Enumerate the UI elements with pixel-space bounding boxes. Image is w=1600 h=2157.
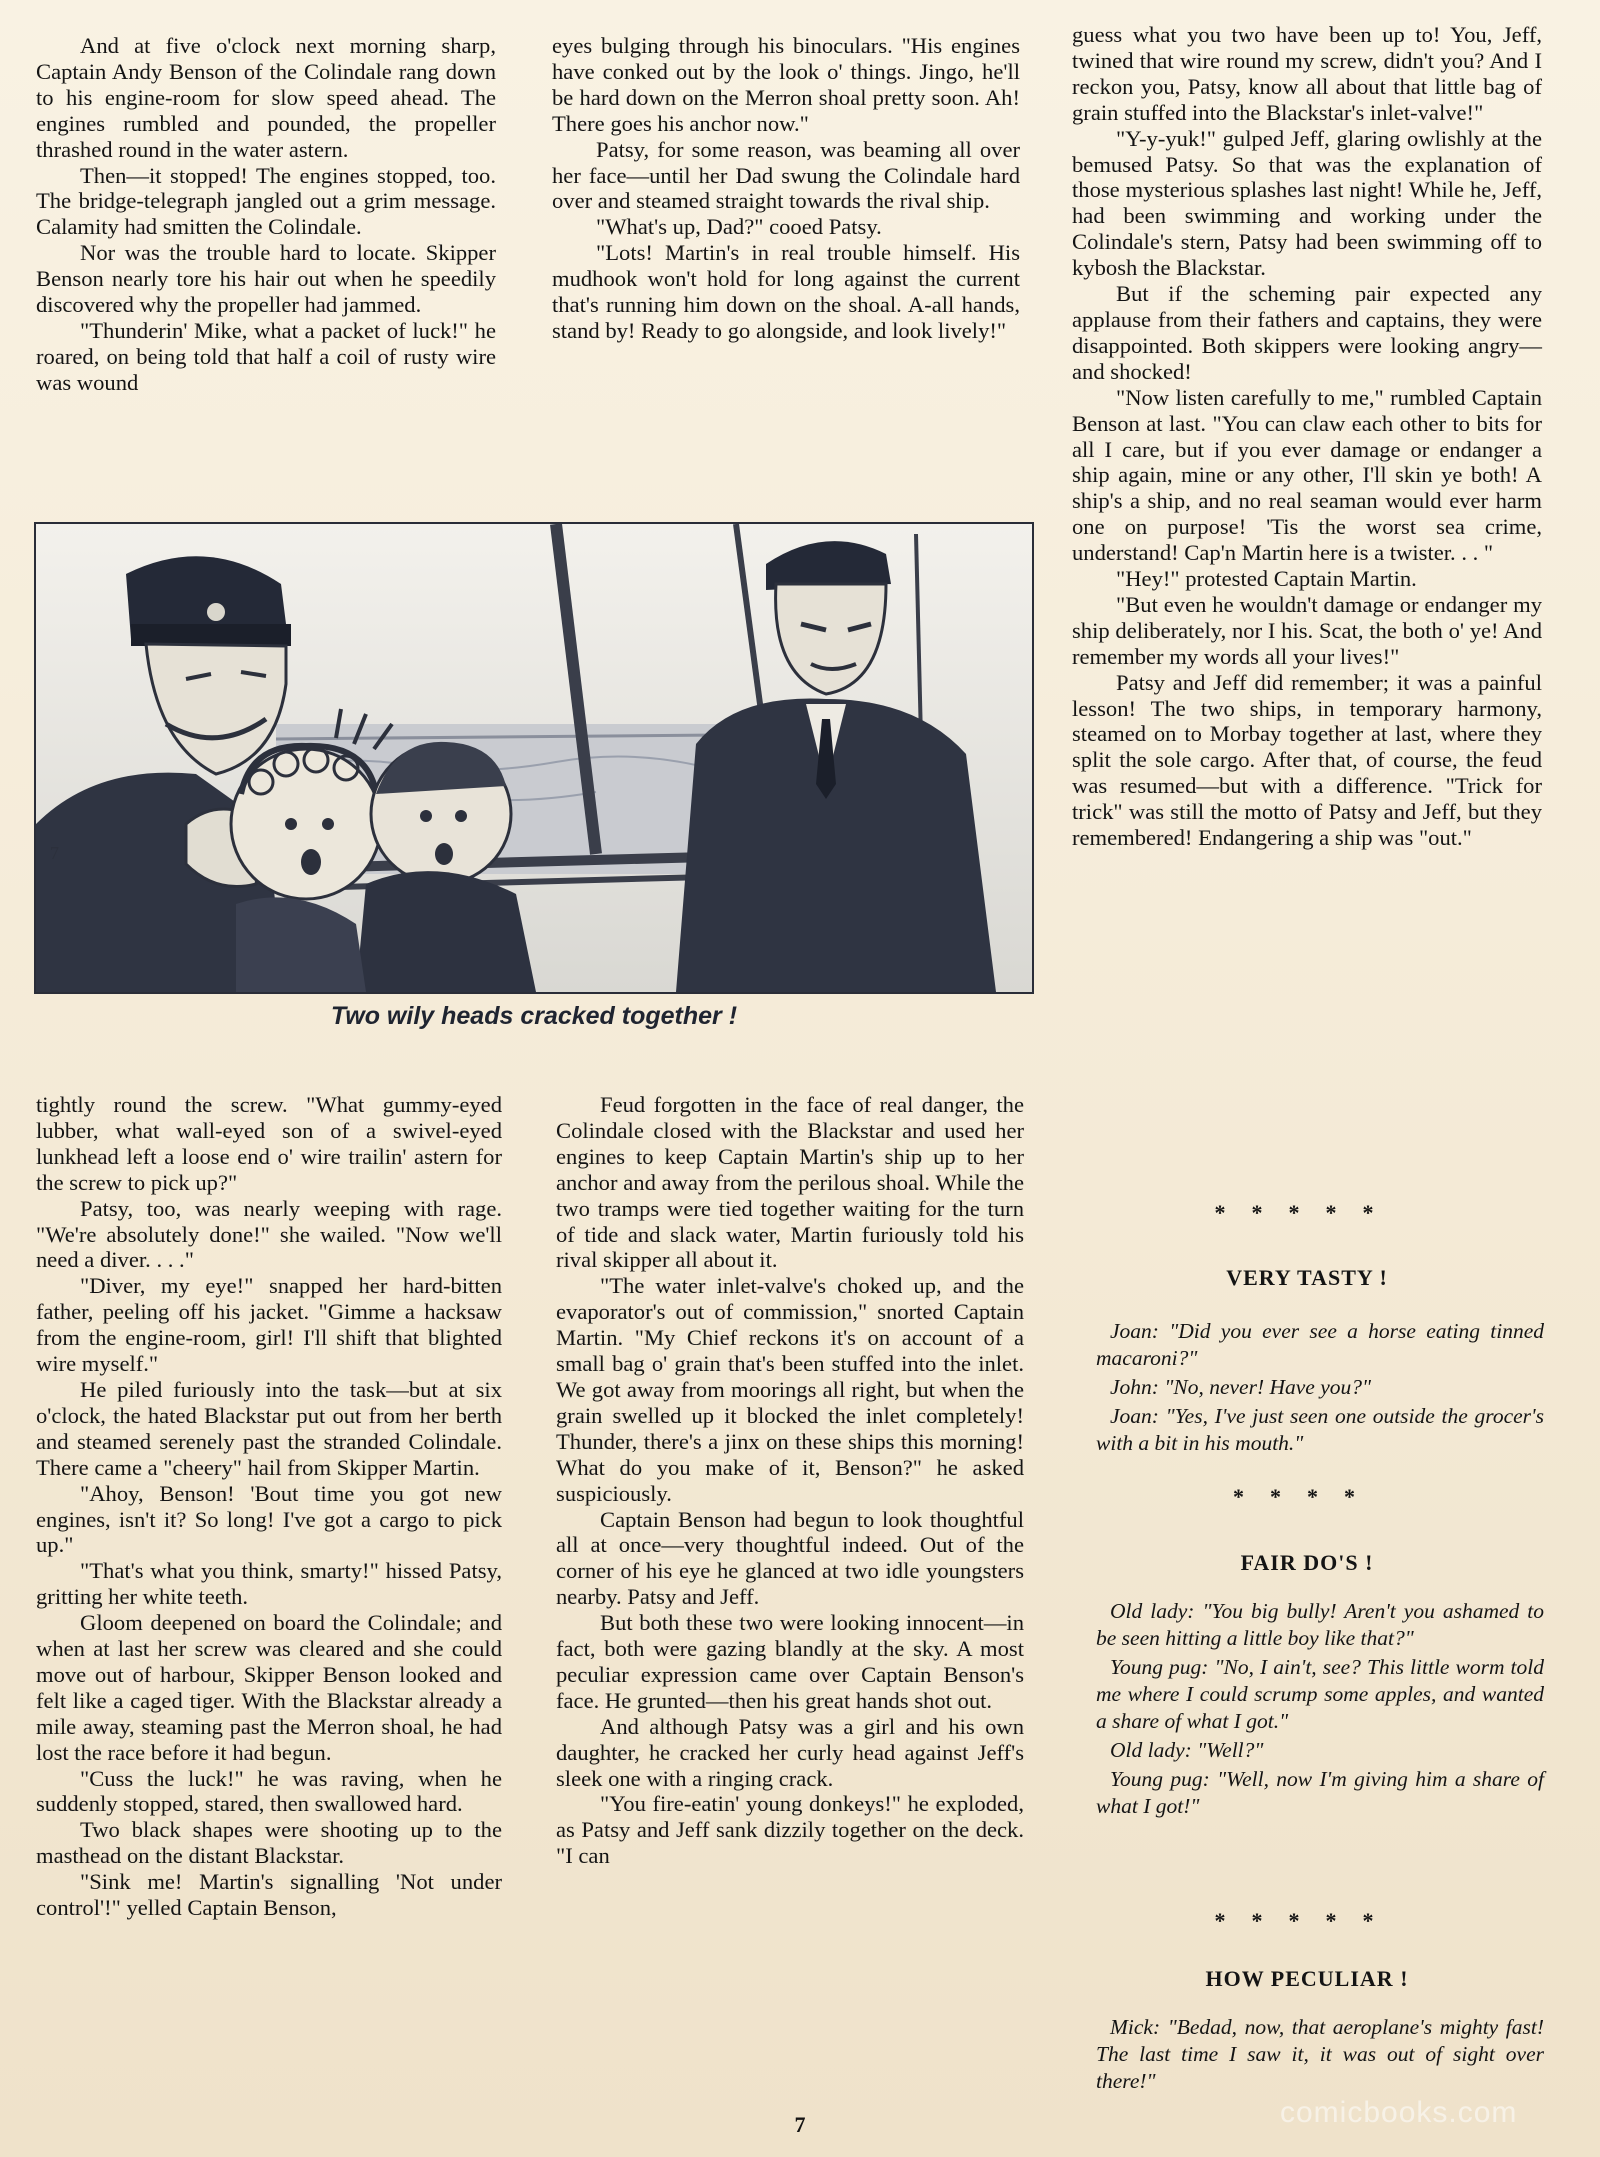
- paragraph: "Ahoy, Benson! 'Bout time you got new engines, isn't it? So long! I've got a cargo to pick up.": [36, 1480, 502, 1558]
- paragraph: But if the scheming pair expected any applause from their fathers and captains, they were disappointed. Both skippers were looking angry—and shocked!: [1072, 281, 1542, 384]
- paragraph: "Lots! Martin's in real trouble himself. His mudhook won't hold for long against the current that's running him down on the shoal. A-all hands, stand by! Ready to go alongside, and look lively!": [552, 240, 1020, 343]
- joke-line: "No, never! Have you?": [1164, 1375, 1372, 1399]
- story-column-4: [36, 1092, 502, 1921]
- joke-line: "You big bully! Aren't you ashamed to be seen hitting a little boy like that?": [1096, 1599, 1545, 1650]
- joke-body: [1096, 1598, 1544, 1822]
- paragraph: tightly round the screw. "What gummy-eyed lubber, what wall-eyed son of a swivel-eyed lunkhead left a loose end o' wire trailin' astern for the screw to pick up?": [36, 1092, 502, 1195]
- paragraph: Gloom deepened on board the Colindale; and when at last her screw was cleared and she could move out of harbour, Skipper Benson looked and felt like a caged tiger. With the Blackstar already a mile away, steaming past the Merron shoal, he had lost the race before it had begun.: [36, 1610, 502, 1765]
- joke-line: "Bedad, now, that aeroplane's mighty fast! The last time I saw it, it was out of sight over there!": [1096, 2015, 1544, 2093]
- paragraph: Nor was the trouble hard to locate. Skipper Benson nearly tore his hair out when he speedily discovered why the propeller had jammed.: [36, 240, 496, 318]
- story-column-5: [556, 1092, 1024, 1869]
- paragraph: "Y-y-yuk!" gulped Jeff, glaring owlishly at the bemused Patsy. So that was the explanation of those mysterious splashes last night! While he, Jeff, had been swimming and working under the Colindale's stern, Patsy had been swimming off to kybosh the Blackstar.: [1072, 125, 1542, 281]
- paragraph: "The water inlet-valve's choked up, and the evaporator's out of commission," snorted Captain Martin. "My Chief reckons it's on account of a small bag o' grain that's been stuffed into the inlet. We got away from moorings all right, but when the grain swelled up it blocked the inlet completely! Thunder, there's a jinx on these ships this morning! What do you make of it, Benson?" he asked suspiciously.: [556, 1273, 1024, 1506]
- joke-speaker: Old lady:: [1110, 1599, 1195, 1623]
- story-illustration: [34, 522, 1034, 994]
- joke-line: "Yes, I've just seen one outside the grocer's with a bit in his mouth.": [1096, 1404, 1544, 1455]
- paragraph: "But even he wouldn't damage or endanger my ship deliberately, nor I his. Scat, the both o' ye! And remember my words all your lives!": [1072, 591, 1542, 669]
- paragraph: "Sink me! Martin's signalling 'Not under control'!" yelled Captain Benson,: [36, 1869, 502, 1921]
- joke-title: VERY TASTY !: [1226, 1265, 1388, 1290]
- paragraph: "Diver, my eye!" snapped her hard-bitten father, peeling off his jacket. "Gimme a hacksaw from the engine-room, girl! I'll shift that blighted wire myself.": [36, 1273, 502, 1377]
- joke-line: "Did you ever see a horse eating tinned macaroni?": [1096, 1319, 1545, 1370]
- joke-line: "Well, now I'm giving him a share of what I got!": [1096, 1767, 1544, 1818]
- joke-line: "Well?": [1197, 1738, 1264, 1762]
- joke-title: HOW PECULIAR !: [1205, 1966, 1409, 1991]
- paragraph: eyes bulging through his binoculars. "His engines have conked out by the look o' things. Jingo, he'll be hard down on the Merron shoal pretty soon. Ah! There goes his anchor now.": [552, 33, 1020, 136]
- paragraph: "Thunderin' Mike, what a packet of luck!" he roared, on being told that half a coil of rusty wire was wound: [36, 317, 496, 395]
- paragraph: guess what you two have been up to! You, Jeff, twined that wire round my screw, didn't you? And I reckon you, Patsy, know all about that little bag of grain stuffed into the Blackstar's inlet-valve!": [1072, 22, 1542, 125]
- paragraph: Two black shapes were shooting up to the masthead on the distant Blackstar.: [36, 1817, 502, 1869]
- joke-speaker: John:: [1110, 1375, 1159, 1399]
- paragraph: Patsy, for some reason, was beaming all over her face—until her Dad swung the Colindale hard over and steamed straight towards the rival ship.: [552, 136, 1020, 214]
- paragraph: Feud forgotten in the face of real danger, the Colindale closed with the Blackstar and used her engines to keep Captain Martin's ship up to her anchor and away from the perilous shoal. While the two tramps were tied together waiting for the turn of tide and slack water, Martin furiously told his rival skipper all about it.: [556, 1092, 1024, 1273]
- story-column-3: [1072, 22, 1542, 851]
- joke-speaker: Joan:: [1110, 1319, 1159, 1343]
- paragraph: And although Patsy was a girl and his own daughter, he cracked her curly head against Jeff's sleek one with a ringing crack.: [556, 1713, 1024, 1791]
- paragraph: He piled furiously into the task—but at six o'clock, the hated Blackstar put out from her berth and steamed serenely past the stranded Colindale. There came a "cheery" hail from Skipper Martin.: [36, 1376, 502, 1480]
- paragraph: "Hey!" protested Captain Martin.: [1116, 566, 1417, 592]
- paragraph: Then—it stopped! The engines stopped, too. The bridge-telegraph jangled out a grim message. Calamity had smitten the Colindale.: [36, 162, 496, 240]
- paragraph: And at five o'clock next morning sharp, Captain Andy Benson of the Colindale rang down to his engine-room for slow speed ahead. The engines rumbled and pounded, the propeller thrashed round in the water astern.: [36, 33, 496, 162]
- joke-speaker: Joan:: [1110, 1404, 1159, 1428]
- star-separator: *****: [1214, 1200, 1400, 1225]
- joke-line: "No, I ain't, see? This little worm told me where I could scrump some apples, and wanted a share of what I got.": [1096, 1655, 1544, 1733]
- paragraph: "Now listen carefully to me," rumbled Captain Benson at last. "You can claw each other to bits for all I care, but if you ever damage or endanger a ship again, mine or any other, I'll skin ye both! A ship's a ship, and no real seaman would ever harm one on purpose! 'Tis the worst sea crime, understand! Cap'n Martin here is a twister. . . ": [1072, 384, 1542, 566]
- joke-speaker: Young pug:: [1110, 1767, 1210, 1791]
- illustration-caption: Two wily heads cracked together !: [330, 1002, 738, 1030]
- paragraph: Patsy and Jeff did remember; it was a painful lesson! The two ships, in temporary harmony, steamed on to Morbay together at last, where they split the sole cargo. After that, of course, the feud was resumed—but with a difference. "Trick for trick" was still the motto of Patsy and Jeff, but they remembered! Endangering a ship was "out.": [1072, 669, 1542, 851]
- joke-body: [1096, 2014, 1544, 2097]
- page-number: 7: [794, 2112, 806, 2137]
- paragraph: Patsy, too, was nearly weeping with rage. "We're absolutely done!" she wailed. "Now we'll need a diver. . . .": [36, 1195, 502, 1273]
- story-column-1: [36, 33, 496, 396]
- paragraph: Captain Benson had begun to look thoughtful all at once—very thoughtful indeed. Out of the corner of his eye he glanced at two idle youngsters nearby. Patsy and Jeff.: [556, 1506, 1024, 1610]
- illustration-drawing: [36, 524, 1032, 992]
- paragraph: "You fire-eatin' young donkeys!" he exploded, as Patsy and Jeff sank dizzily together on the deck. "I can: [556, 1791, 1024, 1869]
- joke-title: FAIR DO'S !: [1240, 1550, 1374, 1575]
- star-separator: ****: [1233, 1484, 1381, 1509]
- story-column-2: [552, 33, 1020, 344]
- watermark: comicbooks.com: [1280, 2096, 1518, 2129]
- joke-speaker: Mick:: [1110, 2015, 1161, 2039]
- star-separator: *****: [1214, 1908, 1400, 1933]
- artist-mark: 7: [50, 843, 59, 863]
- paragraph: "That's what you think, smarty!" hissed Patsy, gritting her white teeth.: [36, 1558, 502, 1610]
- joke-speaker: Old lady:: [1110, 1738, 1192, 1762]
- paragraph: "What's up, Dad?" cooed Patsy.: [596, 214, 882, 240]
- paragraph: "Cuss the luck!" he was raving, when he suddenly stopped, stared, then swallowed hard.: [36, 1765, 502, 1817]
- joke-body: [1096, 1318, 1544, 1459]
- paragraph: But both these two were looking innocent—in fact, both were gazing blandly at the sky. A most peculiar expression came over Captain Benson's face. He grunted—then his great hands shot out.: [556, 1610, 1024, 1713]
- joke-speaker: Young pug:: [1110, 1655, 1209, 1679]
